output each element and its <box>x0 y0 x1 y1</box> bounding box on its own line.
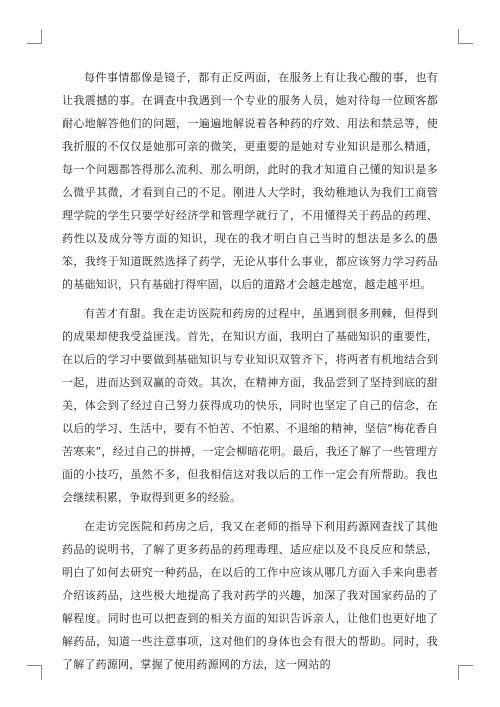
crop-mark-top-right <box>458 29 473 44</box>
paragraph-drug-source-website: 在走访完医院和药房之后，我又在老师的指导下利用药源网查找了其他药品的说明书，了解了更多药品的药理毒理、适应症以及不良反应和禁忌，明白了如何去研究一种药品，在以后的工作中应该从哪几方面入手来向患者介绍该药品，这些极大地提高了我对药学的兴趣，加深了我对国家药品的了解程度。同时也可以把查到的相关方面的知识告诉亲人，让他们也更好地了解药品，知道一些注意事项，这对他们的身体也会有很大的帮助。同时，我了解了药源网，掌握了使用药源网的方法，这一网站的 <box>62 520 438 671</box>
paragraph-service-reflection: 每件事情都像是镜子，都有正反两面，在服务上有让我心酸的事，也有让我震撼的事。在调查中我遇到一个专业的服务人员，她对待每一位顾客都耐心地解答他们的问题，一遍遍地解说着各种药的疗效、用法和禁忌等，使我折服的不仅仅是她那可亲的微笑，更重要的是她对专业知识是那么精通，每一个问题都答得那么流利、那么明朗，此时的我才知道自己懂的知识是多么微乎其微，才看到自己的不足。刚进人大学时，我幼稚地认为我们工商管理学院的学生只要学好经济学和管理学就行了，不用懂得关于药品的药理、药性以及成分等方面的知识，现在的我才明白自己当时的想法是多么的愚笨，我终于知道既然选择了药学，无论从事什么事业，都应该努力学习药品的基础知识，只有基础打得牢固，以后的道路才会越走越宽，越走越平坦。 <box>62 71 438 291</box>
crop-mark-bottom-right <box>458 665 473 680</box>
document-body <box>62 66 438 682</box>
crop-mark-top-left <box>27 29 42 44</box>
paragraph-bitter-then-sweet: 有苦才有甜。我在走访医院和药房的过程中，虽遇到很多荆棘，但得到的成果却使我受益匪浅。首先，在知识方面，我明白了基础知识的重要性，在以后的学习中要做到基础知识与专业知识双管齐下，将两者有机地结合到一起，进而达到双赢的奇效。其次，在精神方面，我品尝到了坚持到底的甜美，体会到了经过自己努力获得成功的快乐，同时也坚定了自己的信念，在以后的学习、生活中，要有不怕苦、不怕累、不退缩的精神，坚信“梅花香自苦寒来”，经过自己的拼搏，一定会柳暗花明。最后，我还了解了一些管理方面的小技巧，虽然不多，但我相信这对我以后的工作一定会有所帮助。我也会继续积累，争取得到更多的经验。 <box>62 307 438 504</box>
crop-mark-bottom-left <box>27 665 42 680</box>
